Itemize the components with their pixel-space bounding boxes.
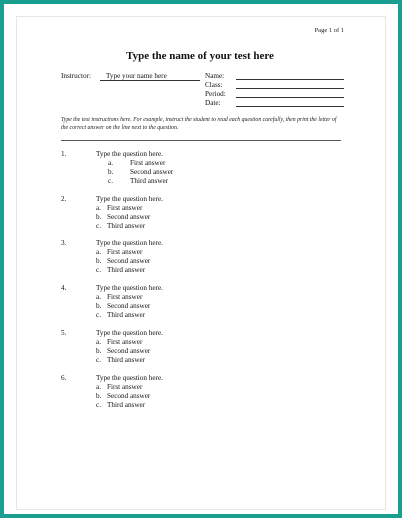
- question-number: 6.: [61, 374, 67, 382]
- period-label: Period:: [205, 90, 226, 98]
- answer-letter: b.: [96, 392, 102, 400]
- answer-letter: b.: [96, 347, 102, 355]
- question-item: [61, 150, 321, 186]
- answer-letter: a.: [96, 338, 101, 346]
- instructor-label: Instructor:: [61, 72, 91, 80]
- class-field[interactable]: [236, 88, 344, 89]
- answer-text[interactable]: Third answer: [107, 401, 146, 409]
- answer-letter: a.: [96, 293, 101, 301]
- test-instructions[interactable]: Type the test instructions here. For example, instruct the student to read each question carefully, then print the letter of the correct answer on the line next to the question.: [61, 117, 337, 132]
- question-number: 2.: [61, 195, 67, 203]
- answer-letter: b.: [96, 213, 102, 221]
- answer-letter: a.: [96, 248, 101, 256]
- question-item: [61, 284, 321, 320]
- question-text[interactable]: Type the question here.: [96, 150, 163, 158]
- question-text[interactable]: Type the question here.: [96, 239, 163, 247]
- answer-letter: a.: [108, 159, 113, 167]
- answer-letter: c.: [96, 401, 101, 409]
- question-item: [61, 195, 321, 231]
- question-text[interactable]: Type the question here.: [96, 195, 163, 203]
- answer-letter: a.: [96, 383, 101, 391]
- answer-letter: c.: [96, 311, 101, 319]
- answer-letter: b.: [96, 257, 102, 265]
- answer-text[interactable]: Second answer: [107, 392, 151, 400]
- answer-letter: a.: [96, 204, 101, 212]
- name-label: Name:: [205, 72, 225, 80]
- page-indicator: Page 1 of 1: [314, 27, 344, 34]
- answer-letter: c.: [96, 222, 101, 230]
- answer-text[interactable]: First answer: [107, 338, 143, 346]
- answer-text[interactable]: First answer: [107, 204, 143, 212]
- answer-letter: c.: [96, 266, 101, 274]
- answer-text[interactable]: Second answer: [107, 213, 151, 221]
- question-number: 4.: [61, 284, 67, 292]
- answer-text[interactable]: First answer: [107, 293, 143, 301]
- name-field[interactable]: [236, 79, 344, 80]
- test-title[interactable]: Type the name of your test here: [126, 50, 274, 62]
- date-label: Date:: [205, 99, 221, 107]
- question-text[interactable]: Type the question here.: [96, 374, 163, 382]
- section-divider: [61, 140, 341, 141]
- answer-text[interactable]: Second answer: [107, 302, 151, 310]
- instructor-name-field[interactable]: Type your name here: [106, 72, 167, 80]
- answer-text[interactable]: Third answer: [107, 266, 146, 274]
- answer-text[interactable]: Third answer: [107, 356, 146, 364]
- question-item: [61, 239, 321, 275]
- answer-letter: b.: [96, 302, 102, 310]
- answer-text[interactable]: First answer: [130, 159, 166, 167]
- question-item: [61, 374, 321, 410]
- class-label: Class:: [205, 81, 223, 89]
- period-field[interactable]: [236, 97, 344, 98]
- question-text[interactable]: Type the question here.: [96, 329, 163, 337]
- instructor-underline: [100, 80, 200, 81]
- answer-text[interactable]: Third answer: [107, 222, 146, 230]
- answer-text[interactable]: Second answer: [107, 257, 151, 265]
- date-field[interactable]: [236, 106, 344, 107]
- answer-letter: c.: [96, 356, 101, 364]
- answer-text[interactable]: First answer: [107, 248, 143, 256]
- answer-text[interactable]: Second answer: [107, 347, 151, 355]
- answer-text[interactable]: First answer: [107, 383, 143, 391]
- answer-text[interactable]: Third answer: [130, 177, 169, 185]
- question-number: 1.: [61, 150, 67, 158]
- answer-text[interactable]: Second answer: [130, 168, 174, 176]
- question-text[interactable]: Type the question here.: [96, 284, 163, 292]
- answer-text[interactable]: Third answer: [107, 311, 146, 319]
- answer-letter: b.: [108, 168, 114, 176]
- question-number: 5.: [61, 329, 67, 337]
- answer-letter: c.: [108, 177, 113, 185]
- question-number: 3.: [61, 239, 67, 247]
- question-item: [61, 329, 321, 365]
